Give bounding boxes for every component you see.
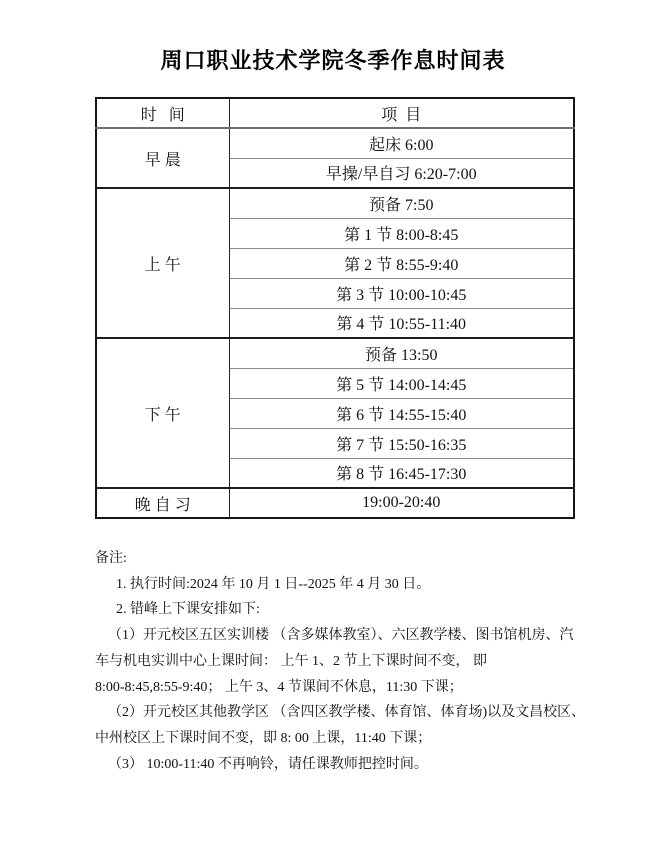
- table-row: [96, 188, 574, 218]
- group-label-afternoon: 下午: [96, 338, 229, 488]
- schedule-cell: 预备 13:50: [229, 338, 574, 368]
- table-row: [96, 128, 574, 158]
- schedule-cell: 第 8 节 16:45-17:30: [229, 458, 574, 488]
- header-item-cell: 项 目: [229, 98, 574, 128]
- group-label-early-morning: 早晨: [96, 128, 229, 188]
- schedule-cell: 第 5 节 14:00-14:45: [229, 368, 574, 398]
- schedule-cell: 第 6 节 14:55-15:40: [229, 398, 574, 428]
- schedule-cell: 19:00-20:40: [229, 488, 574, 518]
- note-line: （2）开元校区其他教学区 （含四区教学楼、体育馆、体育场)以及文昌校区、: [108, 705, 586, 721]
- schedule-cell: 起床 6:00: [229, 128, 574, 158]
- table-header-row: [96, 98, 574, 128]
- schedule-cell: 第 4 节 10:55-11:40: [229, 308, 574, 338]
- header-time-cell: 时 间: [96, 98, 229, 128]
- table-row: [96, 338, 574, 368]
- schedule-cell: 第 2 节 8:55-9:40: [229, 248, 574, 278]
- schedule-cell: 第 7 节 15:50-16:35: [229, 428, 574, 458]
- notes-heading: 备注:: [95, 551, 127, 566]
- group-label-evening-study: 晚自习: [96, 488, 229, 518]
- page-title: 周口职业技术学院冬季作息时间表: [160, 48, 506, 73]
- note-line: 中州校区上下课时间不变，即 8: 00 上课，11:40 下课；: [95, 730, 432, 746]
- notes-section: [95, 546, 586, 777]
- schedule-cell: 预备 7:50: [229, 188, 574, 218]
- note-line: 车与机电实训中心上课时间： 上午 1、2 节上下课时间不变， 即: [95, 653, 487, 669]
- schedule-cell: 第 3 节 10:00-10:45: [229, 278, 574, 308]
- note-line: （1）开元校区五区实训楼 （含多媒体教室）、六区教学楼、图书馆机房、汽: [108, 628, 574, 644]
- note-line: 2. 错峰上下课安排如下:: [116, 602, 260, 618]
- schedule-table: [95, 97, 575, 519]
- group-label-morning: 上午: [96, 188, 229, 338]
- note-line: 8:00-8:45,8:55-9:40； 上午 3、4 节课间不休息，11:30 下课；: [95, 679, 463, 695]
- schedule-cell: 第 1 节 8:00-8:45: [229, 218, 574, 248]
- schedule-cell: 早操/早自习 6:20-7:00: [229, 158, 574, 188]
- table-row: [96, 488, 574, 518]
- note-line: 1. 执行时间:2024 年 10 月 1 日--2025 年 4 月 30 日。: [116, 576, 431, 592]
- note-line: （3） 10:00-11:40 不再响铃，请任课教师把控时间。: [108, 756, 428, 772]
